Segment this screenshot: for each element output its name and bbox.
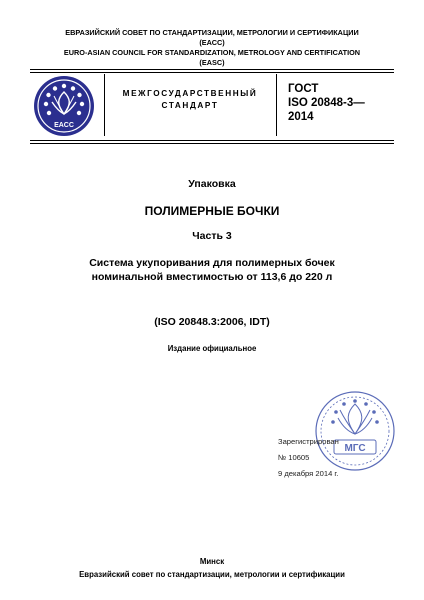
registration-label: Зарегистрирован bbox=[278, 437, 339, 446]
council-name-en: EURO-ASIAN COUNCIL FOR STANDARDIZATION, METROLOGY AND CERTIFICATION bbox=[63, 48, 361, 57]
registration-block bbox=[278, 434, 339, 482]
council-abbr-ru: (ЕАСС) bbox=[199, 38, 225, 47]
header-vertical-divider-left bbox=[104, 74, 105, 136]
subtitle-line2: номинальной вместимостью от 113,6 до 220 л bbox=[91, 271, 333, 283]
footer-city: Минск bbox=[199, 557, 225, 566]
header-vertical-divider-right bbox=[276, 74, 277, 136]
gost-code-line2: ISO 20848-3— bbox=[288, 97, 365, 109]
registration-number: № 10605 bbox=[278, 453, 310, 462]
header-divider-top-2 bbox=[30, 72, 394, 73]
standard-type bbox=[108, 88, 272, 112]
standard-type-line2: СТАНДАРТ bbox=[161, 101, 219, 110]
stamp-label: МГС bbox=[344, 443, 366, 454]
header-divider-bottom-2 bbox=[30, 143, 394, 144]
council-name-ru: ЕВРАЗИЙСКИЙ СОВЕТ ПО СТАНДАРТИЗАЦИИ, МЕТРОЛОГИИ И СЕРТИФИКАЦИИ bbox=[65, 28, 359, 37]
header-divider-top bbox=[30, 69, 394, 70]
council-abbr-en: (EASC) bbox=[199, 58, 225, 67]
edition-note: Издание официальное bbox=[167, 344, 257, 353]
footer-organization: Евразийский совет по стандартизации, метрологии и сертификации bbox=[79, 570, 345, 579]
subtitle-line1: Система укупоривания для полимерных бочек bbox=[89, 257, 335, 269]
iso-reference: (ISO 20848.3:2006, IDT) bbox=[154, 316, 270, 328]
gost-code bbox=[288, 82, 398, 124]
gost-code-line3: 2014 bbox=[288, 111, 314, 123]
title-part: Часть 3 bbox=[192, 230, 232, 242]
registration-date: 9 декабря 2014 г. bbox=[278, 469, 339, 478]
logo-label: EACC bbox=[54, 122, 74, 129]
header-divider-bottom bbox=[30, 140, 394, 141]
page-title: ПОЛИМЕРНЫЕ БОЧКИ bbox=[144, 204, 280, 218]
gost-code-line1: ГОСТ bbox=[288, 83, 319, 95]
title-subtitle bbox=[0, 256, 424, 284]
standard-type-line1: МЕЖГОСУДАРСТВЕННЫЙ bbox=[122, 89, 258, 98]
easc-emblem-icon bbox=[32, 74, 96, 138]
title-group: Упаковка bbox=[188, 178, 236, 190]
council-header bbox=[30, 28, 394, 68]
